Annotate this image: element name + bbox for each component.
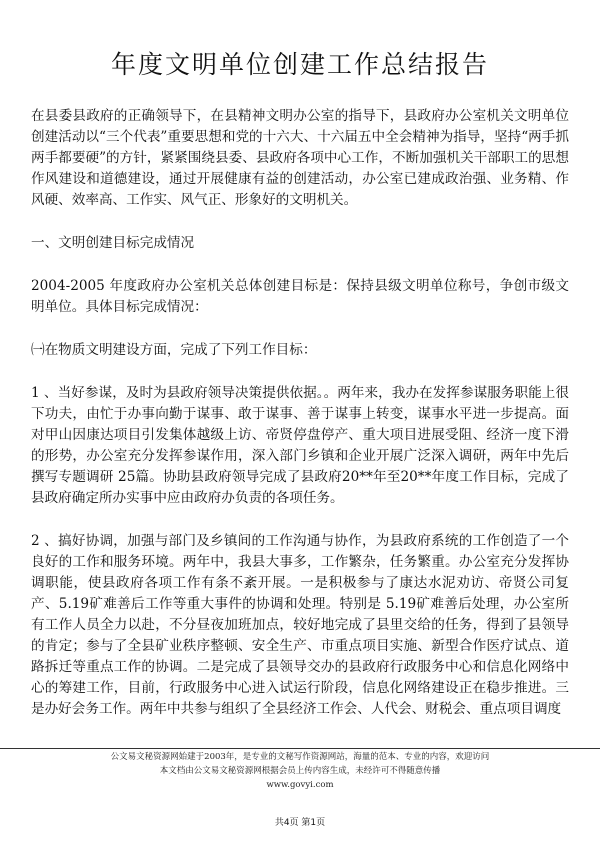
page-number: 共4页 第1页 bbox=[274, 818, 326, 828]
item-2-paragraph: 2 、搞好协调，加强与部门及乡镇间的工作沟通与协作，为县政府系统的工作创造了一个良好的工作和服务环境。两年中，我县大事多，工作繁杂，任务繁重。办公室充分发挥协调职能，使县政府各项工作有条不紊开展。一是积极参与了康达水泥劝访、帝贤公司复产、5.19矿难善后工作等重大事件的协调和处理。特别是 5.19矿难善后处理，办公室所有工作人员全力以赴，不分昼夜加班加点，较好地完成了县里交给的任务，得到了县领导的肯定；参与了全县矿业秩序整顿、安全生产、市重点项目实施、新型合作医疗试点、道路拆迁等重点工作的协调。二是完成了县领导交办的县政府行政服务中心和信息化网络中心的筹建工作，目前，行政服务中心进入试运行阶段，信息化网络建设正在稳步推进。三是办好会务工作。两年中共参与组织了全县经济工作会、人代会、财税会、重点项目调度 bbox=[31, 533, 569, 717]
footer-copyright: 本文档由公文易文秘资源网根据会员上传内容生成，未经许可不得随意传播 bbox=[159, 766, 441, 776]
subsection-heading-material: ㈠在物质文明建设方面，完成了下列工作目标： bbox=[31, 342, 317, 358]
footer-divider bbox=[0, 748, 600, 749]
footer-notice: 公文易文秘资源网始建于2003年，是专业的文秘写作资源网站，海量的范本、专业的内容，欢迎访问 bbox=[110, 752, 490, 762]
document-title: 年度文明单位创建工作总结报告 bbox=[110, 50, 489, 79]
target-paragraph: 2004-2005 年度政府办公室机关总体创建目标是：保持县级文明单位称号，争创市级文明单位。具体目标完成情况： bbox=[31, 278, 569, 315]
intro-paragraph: 在县委县政府的正确领导下，在县精神文明办公室的指导下，县政府办公室机关文明单位创建活动以“三个代表”重要思想和党的十六大、十六届五中全会精神为指导，坚持“两手抓两手都要硬”的方针，紧紧围绕县委、县政府各项中心工作，不断加强机关干部职工的思想作风建设和道德建设，通过开展健康有益的创建活动，办公室已建成政治强、业务精、作风硬、效率高、工作实、风气正、形象好的文明机关。 bbox=[31, 108, 569, 208]
document-body bbox=[31, 106, 569, 720]
section-heading-goals: 一、文明创建目标完成情况 bbox=[31, 235, 195, 251]
footer-url: www.govyi.com bbox=[266, 780, 334, 790]
item-1-paragraph: 1 、当好参谋，及时为县政府领导决策提供依据。。两年来，我办在发挥参谋服务职能上很下功夫，由忙于办事向勤于谋事、敢于谋事、善于谋事上转变，谋事水平进一步提高。面对甲山因康达项目引发集体越级上访、帝贤停盘停产、重大项目进展受阻、经济一度下滑的形势，办公室充分发挥参谋作用，深入部门乡镇和企业开展广泛深入调研，两年中先后撰写专题调研 25篇。协助县政府领导完成了县政府20**年至20**年度工作目标，完成了县政府确定所办实事中应由政府办负责的各项任务。 bbox=[31, 385, 569, 506]
